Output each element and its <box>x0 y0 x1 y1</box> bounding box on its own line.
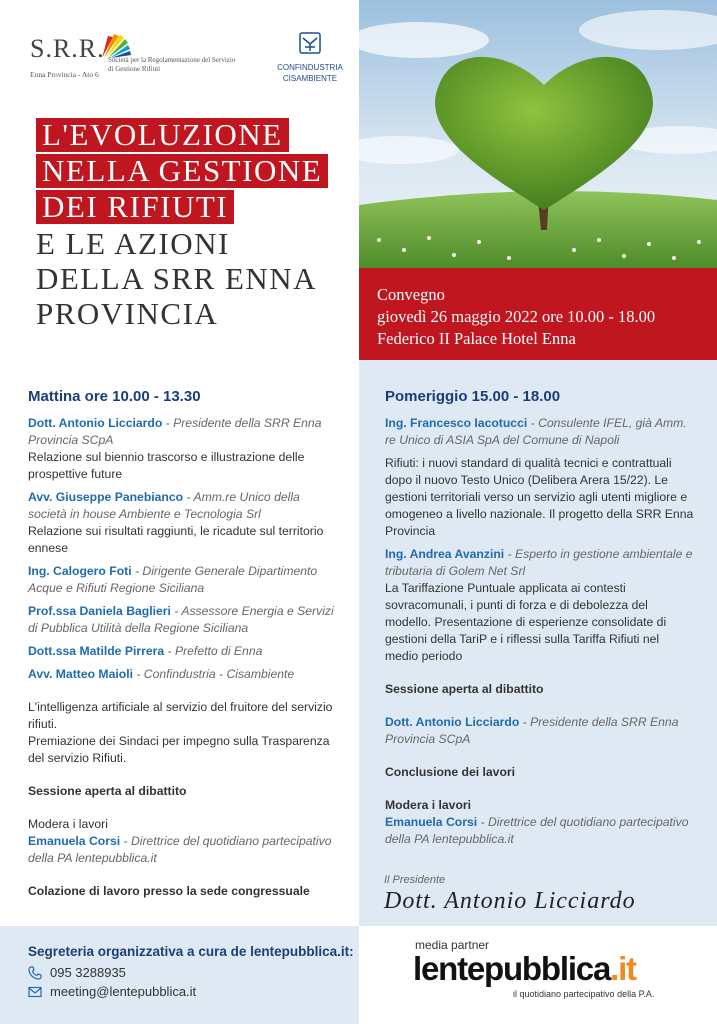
srr-logo-letters: S.R.R. <box>30 34 105 63</box>
moderator-role: - Direttrice del quotidiano partecipativo della PA lentepubblica.it <box>28 834 332 865</box>
lentepubblica-logo-tld: .it <box>610 950 636 987</box>
speaker-role: - Presidente della SRR Enna Provincia SCpA <box>28 416 322 447</box>
morning-program <box>0 360 359 926</box>
media-partner-footer <box>359 926 717 1024</box>
morning-speaker <box>28 666 339 683</box>
title-red-line-2: NELLA GESTIONE <box>36 154 328 188</box>
phone-contact[interactable] <box>28 965 359 980</box>
confindustria-eagle-icon <box>297 30 323 56</box>
speaker-name: Ing. Francesco Iacotucci <box>385 416 528 430</box>
speaker-name: Dott. Antonio Licciardo <box>385 715 520 729</box>
moderator-role: - Direttrice del quotidiano partecipativo della PA lentepubblica.it <box>385 815 689 846</box>
title-red-line-1: L'EVOLUZIONE <box>36 118 289 152</box>
title-dark-line-3: PROVINCIA <box>36 296 219 331</box>
ai-session-title: L'intelligenza artificiale al servizio del fruitore del servizio rifiuti. <box>28 700 333 731</box>
media-partner-label: media partner <box>415 938 490 952</box>
event-info-box <box>359 268 717 360</box>
afternoon-moderator-label: Modera i lavori <box>385 798 472 812</box>
afternoon-speaker <box>385 415 695 449</box>
morning-speaker <box>28 643 339 660</box>
morning-speaker <box>28 603 339 637</box>
phone-number[interactable]: 095 3288935 <box>50 965 126 980</box>
speaker-name: Dott. Antonio Licciardo <box>28 416 163 430</box>
morning-debate: Sessione aperta al dibattito <box>28 784 187 798</box>
srr-logo-description: Società per la Regolamentazione del Servizio di Gestione Rifiuti <box>108 56 236 73</box>
phone-icon <box>28 966 42 980</box>
event-title <box>36 118 356 331</box>
speaker-talk: Relazione sui risultati raggiunti, le ricadute sul territorio ennese <box>28 524 324 555</box>
signature-label: Il Presidente <box>384 874 446 886</box>
speaker-talk: La Tariffazione Puntuale applicata ai contesti sovracomunali, i punti di forza e di debolezza del modello. Presentazione di esperienze consolidate di gestioni della TariP e i riflessi sulla Tariffa Rifiuti nel medio periodo <box>385 581 667 663</box>
speaker-name: Avv. Matteo Maioli <box>28 667 133 681</box>
speaker-talk: Rifiuti: i nuovi standard di qualità tecnici e contrattuali dopo il nuovo Testo Unico (Delibera Arera 15/22). Le gestioni territoriali verso un servizio agli utenti migliore e omogeneo a livello nazionale. Il progetto della SRR Enna Provincia <box>385 456 694 538</box>
afternoon-speaker <box>385 546 695 665</box>
srr-logo <box>30 34 105 79</box>
header-panel <box>0 0 359 360</box>
signature-name: Dott. Antonio Licciardo <box>384 888 636 914</box>
speaker-talk: Relazione sul biennio trascorso e illustrazione delle prospettive future <box>28 450 305 481</box>
confindustria-logo <box>270 30 350 83</box>
email-icon <box>28 986 42 998</box>
email-contact[interactable] <box>28 984 359 999</box>
srr-logo-subtitle: Enna Provincia - Ato 6 <box>30 70 99 79</box>
morning-moderator <box>28 833 339 867</box>
moderator-name: Emanuela Corsi <box>385 815 478 829</box>
lentepubblica-logo-main: lentepubblica <box>413 950 611 987</box>
speaker-role: - Dirigente Generale Dipartimento Acque e Rifiuti Regione Siciliana <box>28 564 318 595</box>
secretariat-title: Segreteria organizzativa a cura de lentepubblica.it: <box>28 944 354 959</box>
conclusion: Conclusione dei lavori <box>385 765 516 779</box>
speaker-role: - Confindustria - Cisambiente <box>132 667 295 681</box>
logos-row <box>20 28 350 88</box>
title-dark-line-2: DELLA SRR ENNA <box>36 261 318 296</box>
event-type: Convegno <box>377 285 445 304</box>
afternoon-program <box>359 360 717 926</box>
hero-image-heart-tree <box>359 0 717 268</box>
speaker-name: Prof.ssa Daniela Baglieri <box>28 604 171 618</box>
afternoon-moderator <box>385 814 695 848</box>
confindustria-text-2: CISAMBIENTE <box>282 74 338 83</box>
afternoon-debate: Sessione aperta al dibattito <box>385 682 544 696</box>
president-signature <box>384 874 636 915</box>
speaker-name: Dott.ssa Matilde Pirrera <box>28 644 165 658</box>
speaker-name: Ing. Calogero Foti <box>28 564 132 578</box>
morning-speaker <box>28 563 339 597</box>
speaker-role: - Prefetto di Enna <box>164 644 263 658</box>
speaker-role: - Esperto in gestione ambientale e tributaria di Golem Net Srl <box>385 547 693 578</box>
title-dark-line-1: E LE AZIONI <box>36 226 230 261</box>
moderator-name: Emanuela Corsi <box>28 834 121 848</box>
morning-moderator-label: Modera i lavori <box>28 817 108 831</box>
speaker-name: Ing. Andrea Avanzini <box>385 547 505 561</box>
email-address[interactable]: meeting@lentepubblica.it <box>50 984 197 999</box>
heart-tree-illustration <box>359 0 717 268</box>
event-date: giovedì 26 maggio 2022 ore 10.00 - 18.00 <box>377 307 656 326</box>
lunch-note: Colazione di lavoro presso la sede congressuale <box>28 884 310 898</box>
award-text: Premiazione dei Sindaci per impegno sulla Trasparenza del servizio Rifiuti. <box>28 734 330 765</box>
secretariat-footer <box>0 926 359 1024</box>
morning-title: Mattina ore 10.00 - 13.30 <box>28 388 201 405</box>
lentepubblica-logo[interactable] <box>413 950 636 988</box>
confindustria-text-1: CONFINDUSTRIA <box>277 63 343 72</box>
speaker-role: - Presidente della SRR Enna Provincia SCpA <box>385 715 679 746</box>
title-red-line-3: DEI RIFIUTI <box>36 190 234 224</box>
afternoon-title: Pomeriggio 15.00 - 18.00 <box>385 388 561 405</box>
speaker-name: Avv. Giuseppe Panebianco <box>28 490 184 504</box>
speaker-role: - Amm.re Unico della società in house Ambiente e Tecnologia Srl <box>28 490 300 521</box>
afternoon-speaker <box>385 714 695 748</box>
speaker-role: - Consulente IFEL, già Amm. re Unico di ASIA SpA del Comune di Napoli <box>385 416 687 447</box>
morning-speaker <box>28 415 339 483</box>
event-venue: Federico II Palace Hotel Enna <box>377 329 576 348</box>
morning-speaker <box>28 489 339 557</box>
lentepubblica-tagline: il quotidiano partecipativo della P.A. <box>513 989 655 999</box>
speaker-role: - Assessore Energia e Servizi di Pubblica Utilità della Regione Siciliana <box>28 604 334 635</box>
